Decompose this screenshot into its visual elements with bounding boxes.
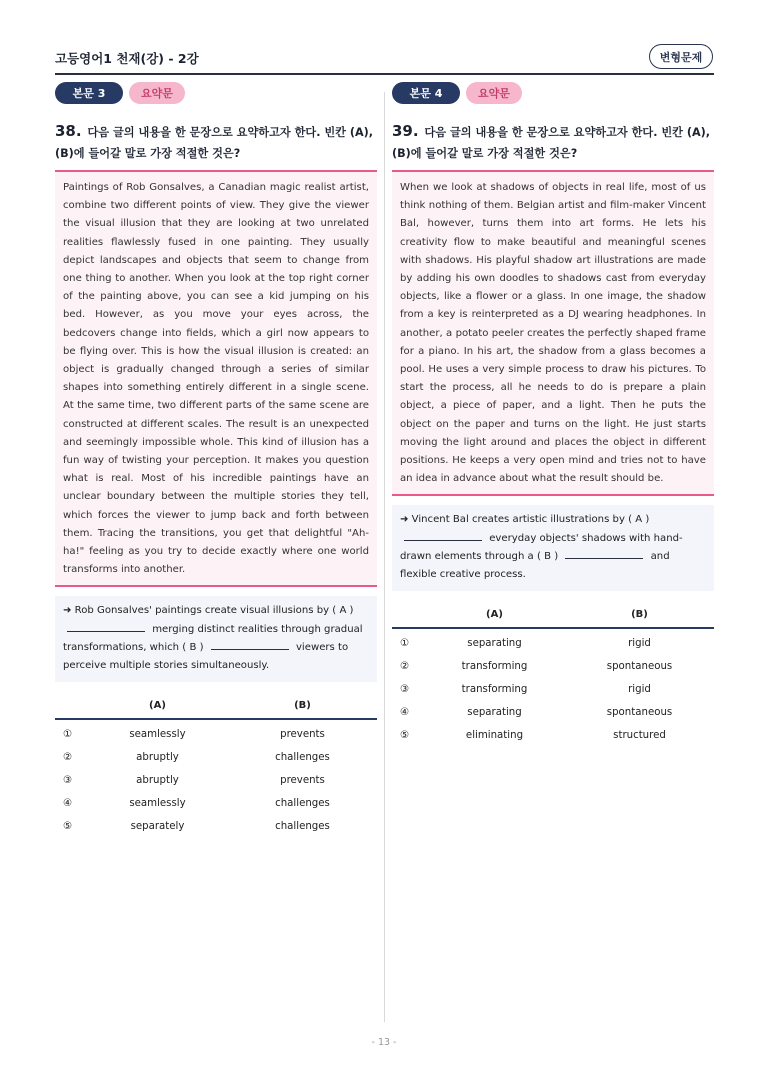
- choice-a: separately: [130, 820, 185, 832]
- choice-row[interactable]: [55, 792, 377, 815]
- question-number: 38.: [55, 122, 82, 140]
- choice-row[interactable]: [392, 632, 714, 655]
- passage-rule: [392, 494, 714, 496]
- choice-number: ③: [63, 774, 73, 786]
- choice-b: rigid: [628, 637, 651, 649]
- choices-rule: [55, 718, 377, 720]
- page-number: - 13 -: [371, 1037, 397, 1048]
- header-badge: 변형문제: [649, 44, 713, 69]
- choice-number: ②: [63, 751, 73, 763]
- column-b-header: (B): [631, 609, 648, 621]
- choice-row[interactable]: [392, 655, 714, 678]
- choice-number: ①: [400, 637, 410, 649]
- choice-b: challenges: [275, 751, 330, 763]
- question-text: 다음 글의 내용을 한 문장으로 요약하고자 한다. 빈칸 (A), (B)에 들어갈 말로 가장 적절한 것은?: [392, 126, 710, 160]
- choice-a: transforming: [461, 683, 528, 695]
- choice-a: abruptly: [136, 774, 179, 786]
- passage-number-tag: 본문 4: [392, 82, 460, 104]
- choice-row[interactable]: [55, 815, 377, 838]
- choice-b: challenges: [275, 797, 330, 809]
- choice-a: seamlessly: [129, 728, 186, 740]
- summary-box: [55, 596, 377, 681]
- passage-text: When we look at shadows of objects in real life, most of us think nothing of them. Belgian artist and film-maker Vincent Bal, however, turns them into art forms. He lets his creativity flow to make beautiful and meaningful scenes with shadows. His playful shadow art illustrations are made by adding his own doodles to shadows cast from everyday objects, like a flower or a glass. In one image, the shadow from a key is reinterpreted as a DJ wearing headphones. In another, a potato peeler creates the perfectly shaped frame for a piano. In his art, the shadow from a glass becomes a pool. He uses a very simple process to draw his pictures. To start the process, all he needs to do is prepare a plain object, a piece of paper, and a light. Then he puts the object on the paper and turns on the light. He just starts moving the light around and places the object in different positions. He keeps a very open mind and tries not to have an idea in advance about what the result should be.: [392, 172, 714, 494]
- choices-header: [392, 605, 714, 625]
- choice-a: abruptly: [136, 751, 179, 763]
- answer-choices: [392, 605, 714, 747]
- blank-a: [67, 622, 145, 632]
- question-38-column: [55, 82, 377, 838]
- blank-b: [565, 549, 643, 559]
- tag-row: [55, 82, 377, 106]
- summary-part-3: viewers to perceive multiple stories simultaneously.: [63, 642, 349, 672]
- choice-b: challenges: [275, 820, 330, 832]
- choice-number: ⑤: [400, 729, 410, 741]
- choice-b: prevents: [280, 728, 325, 740]
- summary-type-tag: 요약문: [129, 82, 185, 104]
- choices-rule: [392, 627, 714, 629]
- choice-row[interactable]: [392, 701, 714, 724]
- choice-row[interactable]: [55, 769, 377, 792]
- choice-a: seamlessly: [129, 797, 186, 809]
- question-prompt: [55, 121, 377, 164]
- choice-b: spontaneous: [606, 660, 673, 672]
- header-title: 고등영어1 천재(강) - 2강: [55, 51, 199, 66]
- summary-box: [392, 505, 714, 590]
- choice-a: transforming: [461, 660, 528, 672]
- choice-b: structured: [613, 729, 666, 741]
- passage-text: Paintings of Rob Gonsalves, a Canadian magic realist artist, combine two different points of view. They give the viewer the visual illusion that they are looking at two unrelated realities flawlessly fused in one painting. They usually depict landscapes and objects that seem to change from one thing to another. When you look at the top right corner of the painting above, you can see a kid jumping on his bed. However, as you move your eyes across, the bedcovers change into fields, which a girl now appears to be flying over. This is how the visual illusion is created: an object is gradually changed through a series of similar shapes into something entirely different in a single scene. At the same time, two different parts of the same scene are constructed at different scales. The result is an unexpected and seemingly impossible whole. This kind of illusion has a fun way of twisting your perception. It makes you question what is real. Most of his incredible paintings have an unclear boundary between the multiple stories they tell, which forces the viewer to jump back and forth between them. Tracing the transitions, you get that delightful "Ah-ha!" feeling as you try to decide exactly where one world transforms into another.: [55, 172, 377, 585]
- tag-row: [392, 82, 714, 106]
- blank-a: [404, 531, 482, 541]
- choice-row[interactable]: [392, 678, 714, 701]
- question-number: 39.: [392, 122, 419, 140]
- choice-b: spontaneous: [606, 706, 673, 718]
- choice-b: prevents: [280, 774, 325, 786]
- passage-number-tag: 본문 3: [55, 82, 123, 104]
- summary-part-3: and flexible creative process.: [400, 551, 670, 581]
- column-divider: [384, 92, 385, 1022]
- summary-part-2: merging distinct realities through gradual transformations, which ( B ): [63, 623, 363, 654]
- column-a-header: (A): [149, 700, 166, 712]
- choice-number: ①: [63, 728, 73, 740]
- choice-a: separating: [467, 637, 522, 649]
- header-rule: [55, 73, 714, 75]
- summary-part-1: ➜ Rob Gonsalves' paintings create visual illusions by ( A ): [63, 605, 354, 617]
- column-b-header: (B): [294, 700, 311, 712]
- answer-choices: [55, 696, 377, 838]
- passage-rule: [55, 585, 377, 587]
- blank-b: [211, 640, 289, 650]
- summary-type-tag: 요약문: [466, 82, 522, 104]
- choice-b: rigid: [628, 683, 651, 695]
- question-39-column: [392, 82, 714, 747]
- choice-number: ②: [400, 660, 410, 672]
- question-text: 다음 글의 내용을 한 문장으로 요약하고자 한다. 빈칸 (A), (B)에 들어갈 말로 가장 적절한 것은?: [55, 126, 373, 160]
- choice-number: ④: [63, 797, 73, 809]
- question-prompt: [392, 121, 714, 164]
- choice-row[interactable]: [392, 724, 714, 747]
- choices-header: [55, 696, 377, 716]
- choice-number: ⑤: [63, 820, 73, 832]
- summary-part-2: everyday objects' shadows with hand-drawn elements through a ( B ): [400, 532, 683, 563]
- column-a-header: (A): [486, 609, 503, 621]
- choice-row[interactable]: [55, 746, 377, 769]
- choice-a: eliminating: [465, 729, 524, 741]
- choice-number: ③: [400, 683, 410, 695]
- summary-part-1: ➜ Vincent Bal creates artistic illustrations by ( A ): [400, 514, 650, 526]
- choice-row[interactable]: [55, 723, 377, 746]
- choice-number: ④: [400, 706, 410, 718]
- choice-a: separating: [467, 706, 522, 718]
